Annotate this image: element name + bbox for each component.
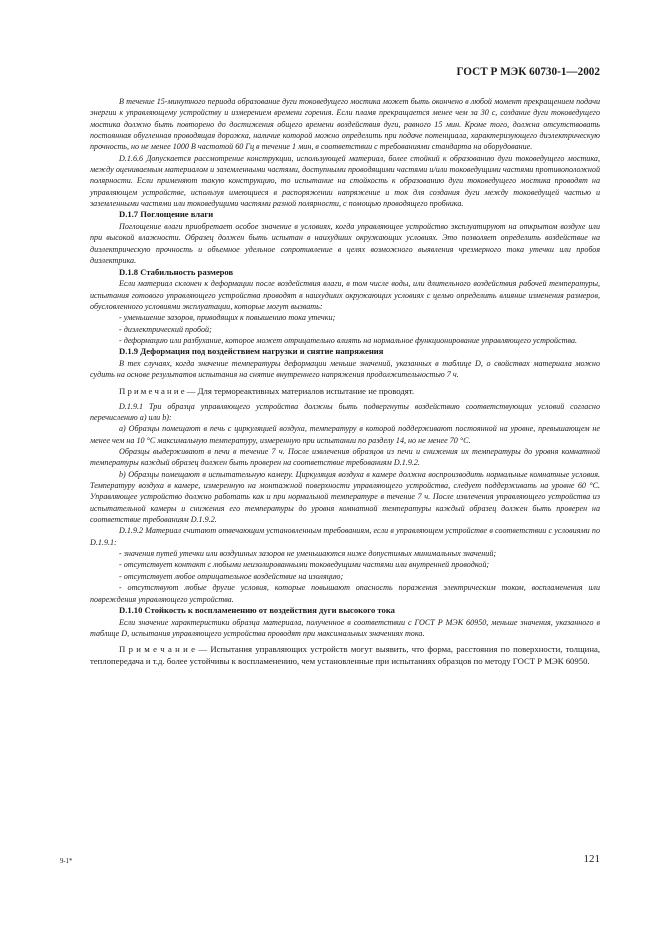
heading-d1-9: D.1.9 Деформация под воздействием нагрузки и снятие напряжения [119, 346, 384, 357]
note-test-results: П р и м е ч а н и е — Испытания управляющих устройств могут выявить, что форма, расстояния по поверхности, толщина, теплопередача и т.д. более устойчивы к воспламенению, чем установленные при испытаниях образцов по методу ГОСТ Р МЭК 60950. [90, 644, 600, 667]
list-item: - отсутствует контакт с любыми неизолированными токоведущими частями или внутренней проводкой; [119, 560, 490, 570]
paragraph-dimension-stability: Если материал склонен к деформации после воздействия влаги, в том числе воды, или длительного воздействия рабочей температуры, испытания готового управляющего устройства проводят в наихудших окружающих условиях с целью определить влияние изменения размеров, обусловленного условиями эксплуатации, которые могут вызвать: [90, 279, 600, 311]
footer-signature: 9-1* [60, 858, 73, 865]
paragraph-d1-6-6: D.1.6.6 Допускается рассмотрение конструкции, использующей материал, более стойкий к образованию дуги токоведущего мостика, между оцениваемым материалом и заземленными частями, доступными проводящими частями и/или токоведущими частями противоположной полярности. Если применяют такую конструкцию, то испытание на стойкость к образованию дуги токоведущего мостика проводят на управляющем устройстве, используя имеющиеся в распоряжении напряжение и ток для создания дуги между токоведущей частью и заземленными частями или токоведущими частями разной полярности, с помощью проводящего пробника. [90, 153, 600, 209]
list-item: - деформацию или разбухание, которое может отрицательно влиять на нормальное функционирование управляющего устройства. [119, 335, 578, 345]
heading-d1-7: D.1.7 Поглощение влаги [119, 209, 214, 220]
note-thermoset: П р и м е ч а н и е — Для термореактивных материалов испытание не проводят. [119, 385, 415, 396]
paragraph-high-current-arc: Если значение характеристики образца материала, полученное в соответствии с ГОСТ Р МЭК 60950, меньше значения, указанного в таблице D, испытания управляющего устройства проводят при максимальных значениях тока. [90, 617, 600, 638]
paragraph-arc-duration: В течение 15-минутного периода образование дуги токоведущего мостика может быть окончено в любой момент прекращением подачи энергии к управляющему устройству и измерением времени горения. Если пламя прекращается менее чем за 30 с, создание дуги токоведущего мостика должно быть повторено до достижения общего времени воздействия дуги, равного 15 мин. Кроме того, должна отсутствовать постоянная обугленная проводящая дорожка, наличие которой можно определить при подаче потенциала, характеризующего диэлектрическую прочность, но не менее 1000 В частотой 60 Гц в течение 1 мин, в соответствии с требованиями стандарта на оборудование. [90, 97, 600, 152]
list-item: - отсутствует любое отрицательное воздействие на изоляцию; [119, 571, 344, 581]
paragraph-d1-9-2: D.1.9.2 Материал считают отвечающим установленным требованиям, если в управляющем устройстве в соответствии с условиями по D.1.9.1: [90, 526, 600, 547]
paragraph-deformation: В тех случаях, когда значение температуры деформации меньше значений, указанных в таблице D, о свойствах материала можно судить на основе результатов испытания на снятие внутреннего напряжения продолжительностью 7 ч. [90, 358, 600, 380]
paragraph-d1-9-1: D.1.9.1 Три образца управляющего устройства должны быть подвергнуты воздействию соответствующих условий согласно перечислению а) или b): [90, 401, 600, 423]
heading-d1-10: D.1.10 Стойкость к воспламенению от воздействия дуги высокого тока [119, 604, 395, 615]
paragraph-oven-method: а) Образцы помещают в печь с циркуляцией воздуха, температуру в которой поддерживают постоянной на уровне, превышающем не менее чем на 10 °С максимальную температуру, измеренную при испытании по разделу 14, но не менее 70 °С. [90, 424, 600, 445]
list-item: - уменьшение зазоров, приводящих к повышению тока утечки; [119, 313, 336, 323]
paragraph-chamber-method: b) Образцы помещают в испытательную камеру. Циркуляция воздуха в камере должна воспроизводить нормальные комнатные условия. Температуру воздуха в камере, измеренную на монтажной поверхности управляющего устройства, следует поддерживать на уровне 60 °С. Управляющее устройство должно работать как и при нормальной температуре в течение 7 ч. После извлечения управляющего устройства из испытательной камеры и снижения его температуры до уровня комнатной температуры каждый образец должен быть проверен на соответствие требованиям D.1.9.2. [90, 469, 600, 525]
page-number: 121 [583, 853, 600, 865]
paragraph-moisture: Поглощение влаги приобретает особое значение в условиях, когда управляющее устройство эксплуатируют на открытом воздухе или при высокой влажности. Образец должен быть испытан в наихудших окружающих условиях. Это позволяет определить воздействие на диэлектрическую прочность и объемное удельное сопротивление в целях возможного выявления чрезмерного тока утечки или пробоя диэлектрика. [90, 222, 600, 266]
page-header-standard: ГОСТ Р МЭК 60730-1—2002 [456, 66, 600, 78]
list-item: - значения путей утечки или воздушных зазоров не уменьшаются ниже допустимых минимальных значений; [119, 549, 497, 559]
list-item: - отсутствуют любые другие условия, которые повышают опасность поражения электрическим током, воспламенения или повреждения управляющего устройства. [90, 583, 600, 604]
list-item: - диэлектрический пробой; [119, 324, 212, 334]
page-body [90, 96, 600, 667]
paragraph-oven-exposure: Образцы выдерживают в печи в течение 7 ч. После извлечения образцов из печи и снижения их температуры до уровня комнатной температуры каждый образец должен быть проверен на соответствие требованиям D.1.9.2. [90, 447, 600, 468]
heading-d1-8: D.1.8 Стабильность размеров [119, 266, 234, 277]
